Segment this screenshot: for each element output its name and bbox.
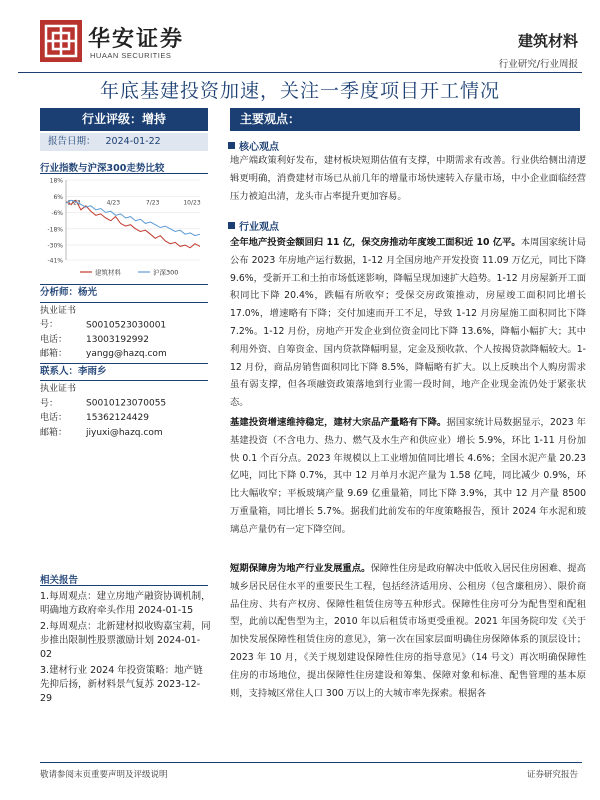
- core-view-label: 核心观点: [239, 142, 279, 153]
- chart-divider: [40, 173, 208, 174]
- brand-seal-icon: [40, 20, 82, 62]
- contact-cert-row: [40, 382, 208, 411]
- paragraph-body: 本周国家统计局公布 2023 年房地产运行数据，1-12 月全国房地产开发投资 11.09 万亿元，同比下降 9.6%，受新开工和土拍市场低迷影响，降幅呈现加速扩大趋势。1-12 月房屋新开工面积同比下降 20.4%，跌幅有所收窄；受保交房政策推动，房屋竣工面积同比增长 17.0%，增速略有下降；交付加速而开工不足，导致 1-12 月房屋施工面积同比下降 7.2%。1-12 月份，房地产开发企业到位资金同比下降 13.6%，降幅小幅扩大；其中利用外资、自筹资金、国内贷款降幅明显，定金及预收款、个人按揭贷款降幅较大。1-12 月份，商品房销售面积同比下降 8.5%，降幅略有扩大。以上反映出个人购房需求虽有弱支撑，但各项融资政策落地到行业需一段时间，地产企业现金流仍处于紧张状态。: [230, 237, 586, 409]
- phone-label: 电话：: [40, 334, 68, 345]
- paragraph-infrastructure: [230, 414, 586, 539]
- paragraph-lead: 基建投资增速维持稳定，建材大宗品产量略有下降。: [230, 417, 447, 428]
- chart-x-tick-label: 1/23: [67, 199, 81, 207]
- report-date: [40, 133, 208, 151]
- main-points-heading: 主要观点：: [230, 108, 580, 131]
- report-date-label: 报告日期：: [48, 136, 96, 147]
- bullet-square-icon: [228, 222, 235, 229]
- phone-label: 电话：: [40, 413, 68, 423]
- analyst-phone-row: [40, 333, 208, 348]
- chart-x-tick-label: 4/23: [106, 199, 121, 207]
- index-comparison-chart: [40, 176, 208, 278]
- rating-badge: 行业评级：增持: [40, 108, 208, 131]
- report-date-value: 2024-01-22: [105, 136, 161, 147]
- bullet-square-icon: [228, 142, 235, 149]
- industry-view-heading: [228, 218, 279, 233]
- related-reports-title: 相关报告: [40, 575, 79, 586]
- chart-y-tick-label: -41%: [47, 257, 63, 265]
- chart-y-tick-label: 18%: [49, 177, 63, 185]
- related-divider: [40, 585, 208, 586]
- chart-x-tick-label: 10/23: [183, 199, 201, 207]
- footer-divider: [40, 762, 582, 763]
- email-label: 邮箱：: [40, 427, 68, 438]
- paragraph-real-estate: [230, 234, 586, 412]
- chart-title: 行业指数与沪深300走势比较: [40, 163, 165, 174]
- related-report-item[interactable]: 3.建材行业 2024 年投资策略：地产链先抑后扬，新材料景气复苏 2023-12-29: [40, 665, 203, 704]
- divider: [40, 380, 208, 381]
- chart-legend-label: 建筑材料: [95, 268, 121, 277]
- chart-y-tick-label: 6%: [53, 193, 63, 201]
- industry-view-label: 行业观点: [239, 222, 279, 233]
- page-title: 年底基建投资加速，关注一季度项目开工情况: [99, 80, 500, 102]
- contact-cert: S0010123070055: [86, 398, 167, 409]
- core-view-heading: [228, 138, 279, 153]
- chart-legend-label: 沪深300: [153, 268, 179, 277]
- divider: [40, 284, 208, 285]
- report-type: 行业研究/行业周报: [498, 59, 578, 70]
- contact-email-row: [40, 426, 208, 441]
- email-label: 邮箱：: [40, 349, 68, 359]
- brand-logo: [40, 20, 82, 62]
- brand-name-cn: 华安证券: [88, 26, 185, 52]
- cert-label: 执业证书号：: [40, 305, 77, 330]
- divider: [40, 363, 208, 364]
- analyst-cert-row: [40, 304, 208, 333]
- footer-disclaimer: 敬请参阅末页重要声明及评级说明: [40, 770, 168, 780]
- contact-email[interactable]: jiyuxi@hazq.com: [86, 427, 163, 438]
- chart-y-tick-label: -18%: [47, 226, 63, 234]
- related-report-item[interactable]: 2.每周观点：北新建材拟收购嘉宝莉，同步推出限制性股票激励计划 2024-01-02: [40, 621, 211, 660]
- cert-label: 执业证书号：: [40, 384, 77, 409]
- analyst-cert: S0010523030001: [86, 320, 167, 330]
- paragraph-lead: 短期保障房为地产行业发展重点。: [230, 563, 371, 574]
- related-reports-list: [40, 590, 212, 708]
- paragraph-affordable-housing: [230, 560, 586, 702]
- sector-label: 建筑材料: [517, 32, 578, 50]
- contact-heading: 联系人：李雨乡: [40, 365, 107, 377]
- core-view-text: 地产端政策利好发布，建材板块短期估值有支撑，中期需求有改善。行业供给侧出清逻辑更明确，消费建材市场已从前几年的增量市场快速转入存量市场，中小企业面临经营压力被迫出清，龙头市占率提升更加容易。: [230, 155, 586, 202]
- analyst-heading: 分析师：杨光: [40, 287, 98, 298]
- divider: [40, 302, 208, 303]
- header-divider: [18, 72, 582, 73]
- analyst-block: [40, 283, 208, 440]
- analyst-email[interactable]: yangg@hazq.com: [86, 349, 167, 359]
- chart-y-tick-label: -30%: [47, 242, 63, 250]
- contact-phone: 15362124429: [86, 413, 149, 423]
- footer-label: 证券研究报告: [526, 770, 578, 780]
- contact-phone-row: [40, 411, 208, 426]
- related-report-item[interactable]: 1.每周观点：建立房地产融资协调机制，明确地方政府牵头作用 2024-01-15: [40, 591, 211, 616]
- analyst-email-row: [40, 347, 208, 362]
- paragraph-lead: 全年地产投资金额回归 11 亿，保交房推动年度竣工面积近 10 亿平。: [230, 237, 521, 248]
- brand-name-en: HUAAN SECURITIES: [90, 51, 172, 60]
- paragraph-body: 保障性住房是政府解决中低收入居民住房困难、提高城乡居民居住水平的重要民生工程，包括经济适用房、公租房（包含廉租房）、限价商品住房、共有产权房、保障性租赁住房等五种形式。保障性住房可分为配售型和配租型，此前以配售型为主，2010 年以后租赁市场更受重视。2021 年国务院印发《关于加快发展保障性租赁住房的意见》，第一次在国家层面明确住房保障体系的顶层设计；2023 年 10 月，《关于规划建设保障性住房的指导意见》（14 号文）再次明确保障性住房的市场地位，提出保障性住房建设和筹集、保障对象和标准、配售管理的基本原则，支持城区常住人口 300 万以上的大城市率先探索。根据各: [230, 563, 586, 699]
- chart-x-tick-label: 7/23: [145, 199, 160, 207]
- paragraph-body: 据国家统计局数据显示，2023 年基建投资（不含电力、热力、燃气及水生产和供应业）增长 5.9%，环比 1-11 月份加快 0.1 个百分点。2023 年规模以上工业增加值同比增长 4.6%；全国水泥产量 20.23 亿吨，同比下降 0.7%，其中 12 月单月水泥产量为 1.58 亿吨，同比减少 0.9%，环比大幅收窄；平板玻璃产量 9.69 亿重量箱，同比下降 3.9%，其中 12 月产量 8500 万重量箱，同比增长 5.7%。据我们此前发布的年度策略报告，预计 2024 年水泥和玻璃总产量仍有一定下降空间。: [230, 417, 586, 535]
- chart-y-tick-label: -6%: [51, 210, 63, 218]
- analyst-phone: 13003192992: [86, 334, 149, 345]
